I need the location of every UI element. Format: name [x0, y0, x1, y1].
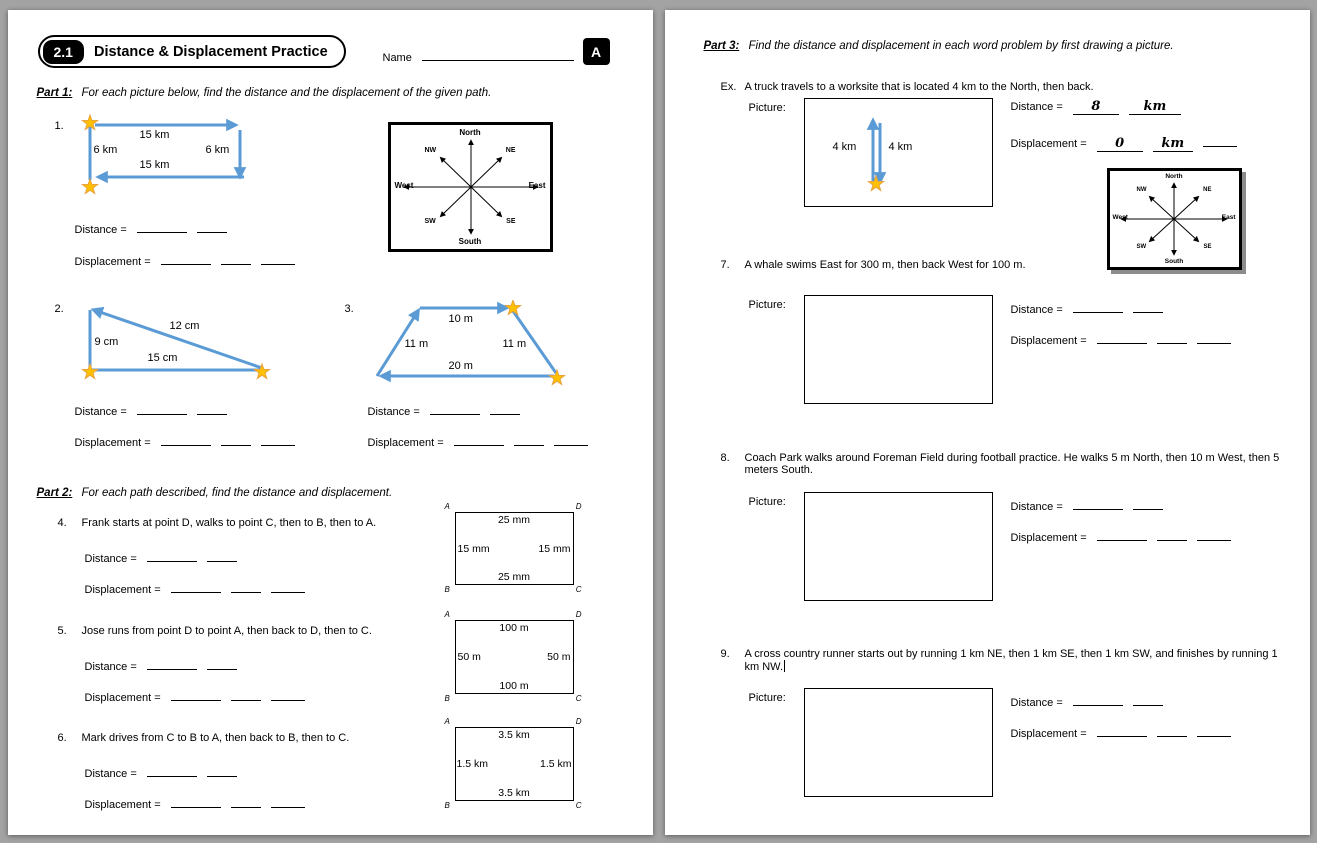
fig2-left-label: 9 cm: [94, 336, 119, 348]
answer-blank[interactable]: [1073, 100, 1119, 115]
problem-3-number: 3.: [344, 303, 354, 315]
answer-blank[interactable]: [1097, 722, 1147, 737]
version-letter-badge: A: [583, 38, 610, 65]
rectangle-diagram-6: [444, 717, 582, 810]
distance-label: Distance =: [1010, 501, 1063, 513]
compass-west-label: West: [394, 181, 414, 190]
fig3-left-label: 11 m: [404, 338, 429, 350]
answer-blank[interactable]: [147, 762, 197, 777]
problem-4: [58, 517, 448, 529]
compass-se-label: SE: [1203, 244, 1212, 250]
part3-label: Part 3:: [703, 40, 740, 52]
direction-blank[interactable]: [1197, 526, 1231, 541]
answer-blank[interactable]: [1097, 526, 1147, 541]
fig3-right-label: 11 m: [502, 338, 527, 350]
p2-distance-line: [75, 400, 227, 418]
compass-nw-label: NW: [1136, 187, 1147, 193]
direction-blank[interactable]: [271, 793, 305, 808]
problem-5-number: 5.: [57, 625, 67, 637]
displacement-label: Displacement =: [367, 437, 444, 449]
corner-label-c: C: [575, 694, 582, 703]
p5-displacement-line: [85, 686, 305, 704]
rect5-right-label: 50 m: [547, 651, 571, 663]
problem-6-text: Mark drives from C to B to A, then back to B, then to C.: [81, 732, 350, 744]
distance-label: Distance =: [84, 553, 137, 565]
unit-blank[interactable]: [221, 250, 251, 265]
unit-blank[interactable]: [197, 400, 227, 415]
ex-displacement-line: [1011, 132, 1237, 152]
handwritten-answer: 8: [1091, 99, 1101, 114]
distance-label: Distance =: [1010, 101, 1063, 113]
picture-label: Picture:: [748, 299, 786, 311]
corner-label-d: D: [575, 717, 582, 726]
example-picture-box[interactable]: [804, 98, 993, 207]
worksheet-title-text: Distance & Displacement Practice: [93, 43, 328, 60]
fig1-left-label: 6 km: [93, 144, 118, 156]
direction-blank[interactable]: [261, 250, 295, 265]
answer-blank[interactable]: [171, 578, 221, 593]
rect5-top-label: 100 m: [499, 622, 529, 634]
unit-blank[interactable]: [1129, 100, 1181, 115]
distance-label: Distance =: [74, 224, 127, 236]
p5-distance-line: [85, 655, 237, 673]
distance-label: Distance =: [84, 661, 137, 673]
part1-heading: [37, 87, 492, 99]
answer-blank[interactable]: [1073, 495, 1123, 510]
unit-blank[interactable]: [1133, 691, 1163, 706]
p7-displacement-line: [1011, 329, 1231, 347]
unit-blank[interactable]: [1157, 722, 1187, 737]
direction-blank[interactable]: [1197, 329, 1231, 344]
rect4-left-label: 15 mm: [457, 542, 490, 555]
compass-sw-label: SW: [424, 218, 436, 225]
displacement-label: Displacement =: [1010, 532, 1087, 544]
corner-label-b: B: [444, 694, 450, 703]
example-problem: [721, 81, 1281, 93]
p2-displacement-line: [75, 431, 295, 449]
displacement-label: Displacement =: [1010, 138, 1087, 150]
rectangle-diagram-5: [444, 610, 582, 703]
problem-5: [58, 625, 448, 637]
compass-star-icon: [1110, 171, 1239, 267]
problem-4-number: 4.: [57, 517, 67, 529]
part1-label: Part 1:: [36, 87, 73, 99]
figure-3: [373, 300, 573, 390]
rect6-left-label: 1.5 km: [456, 758, 489, 770]
fig2-bottom-label: 15 cm: [147, 352, 178, 364]
problem-9-text: A cross country runner starts out by running 1 km NE, then 1 km SE, then 1 km SW, and finishes by running 1 km NW.: [744, 648, 1278, 673]
p1-distance-line: [75, 218, 227, 236]
problem-7-text: A whale swims East for 300 m, then back West for 100 m.: [744, 259, 1026, 271]
rect6-right-label: 1.5 km: [539, 758, 572, 770]
answer-blank[interactable]: [1073, 691, 1123, 706]
compass-ne-label: NE: [1203, 187, 1212, 193]
handwritten-unit: km: [1143, 99, 1167, 114]
corner-label-c: C: [575, 585, 582, 594]
example-text: A truck travels to a worksite that is located 4 km to the North, then back.: [744, 81, 1094, 93]
unit-blank[interactable]: [207, 547, 237, 562]
picture-label: Picture:: [748, 496, 786, 508]
direction-blank[interactable]: [271, 578, 305, 593]
p8-picture-box[interactable]: [804, 492, 993, 601]
name-blank[interactable]: [422, 46, 574, 61]
distance-label: Distance =: [367, 406, 420, 418]
unit-blank[interactable]: [1133, 495, 1163, 510]
start-star-icon: [82, 364, 97, 378]
path-figure-1-drawing: [78, 110, 278, 205]
answer-blank[interactable]: [171, 793, 221, 808]
part3-heading: [704, 40, 1174, 52]
corner-label-b: B: [444, 801, 450, 810]
example-number: Ex.: [720, 81, 737, 93]
part3-instructions: Find the distance and displacement in each word problem by first drawing a picture.: [748, 40, 1174, 52]
compass-ne-label: NE: [505, 147, 516, 154]
distance-label: Distance =: [1010, 697, 1063, 709]
fig2-hypotenuse-label: 12 cm: [169, 320, 200, 332]
rectangle-diagram-4: [444, 502, 582, 594]
distance-label: Distance =: [84, 768, 137, 780]
name-line: [383, 46, 574, 64]
answer-blank[interactable]: [1073, 298, 1123, 313]
compass-east-label: East: [528, 181, 546, 190]
direction-blank[interactable]: [1197, 722, 1231, 737]
part1-instructions: For each picture below, find the distance and the displacement of the given path.: [81, 87, 492, 99]
direction-blank[interactable]: [1203, 132, 1237, 147]
corner-label-a: A: [444, 502, 450, 511]
unit-blank[interactable]: [207, 762, 237, 777]
displacement-label: Displacement =: [74, 437, 151, 449]
answer-blank[interactable]: [137, 400, 187, 415]
p6-displacement-line: [85, 793, 305, 811]
answer-blank[interactable]: [161, 250, 211, 265]
figure-1: [78, 110, 278, 205]
p7-picture-box[interactable]: [804, 295, 993, 404]
answer-blank[interactable]: [147, 547, 197, 562]
rect6-bottom-label: 3.5 km: [498, 787, 530, 799]
fig1-top-label: 15 km: [139, 129, 170, 141]
corner-label-d: D: [575, 610, 582, 619]
p7-distance-line: [1011, 298, 1163, 316]
displacement-label: Displacement =: [84, 584, 161, 596]
unit-blank[interactable]: [1133, 298, 1163, 313]
part2-instructions: For each path described, find the distance and displacement.: [81, 487, 393, 499]
unit-blank[interactable]: [1157, 329, 1187, 344]
section-number-badge: 2.1: [43, 40, 84, 64]
distance-label: Distance =: [1010, 304, 1063, 316]
compass-south-label: South: [1164, 258, 1184, 265]
displacement-label: Displacement =: [84, 692, 161, 704]
part2-heading: [37, 487, 393, 499]
figure-2: [78, 300, 278, 385]
p9-picture-box[interactable]: [804, 688, 993, 797]
unit-blank[interactable]: [231, 578, 261, 593]
compass-rose: [388, 122, 553, 252]
fig3-top-label: 10 m: [448, 313, 473, 325]
problem-2-number: 2.: [54, 303, 64, 315]
problem-8-number: 8.: [720, 452, 730, 464]
answer-blank[interactable]: [454, 431, 504, 446]
picture-label: Picture:: [748, 102, 786, 114]
p8-distance-line: [1011, 495, 1163, 513]
unit-blank[interactable]: [207, 655, 237, 670]
part2-label: Part 2:: [36, 487, 73, 499]
displacement-label: Displacement =: [1010, 728, 1087, 740]
compass-east-label: East: [1221, 214, 1236, 221]
direction-blank[interactable]: [271, 686, 305, 701]
corner-label-b: B: [444, 585, 450, 594]
unit-blank[interactable]: [231, 686, 261, 701]
direction-blank[interactable]: [554, 431, 588, 446]
text-cursor: [784, 660, 785, 672]
unit-blank[interactable]: [197, 218, 227, 233]
problem-8-text: Coach Park walks around Foreman Field during football practice. He walks 5 m North, then 10 m West, then 5 meters South.: [744, 452, 1280, 476]
answer-blank[interactable]: [1097, 329, 1147, 344]
rect4-right-label: 15 mm: [538, 542, 571, 555]
worksheet-page-1: [8, 10, 653, 835]
unit-blank[interactable]: [231, 793, 261, 808]
name-label: Name: [382, 52, 412, 64]
compass-north-label: North: [459, 128, 481, 137]
answer-blank[interactable]: [147, 655, 197, 670]
displacement-label: Displacement =: [84, 799, 161, 811]
compass-west-label: West: [1112, 214, 1128, 221]
handwritten-answer: 0: [1115, 136, 1125, 151]
rect5-bottom-label: 100 m: [499, 680, 529, 692]
p3-displacement-line: [368, 431, 588, 449]
p4-displacement-line: [85, 578, 305, 596]
problem-5-text: Jose runs from point D to point A, then back to D, then to C.: [81, 625, 372, 637]
compass-star-icon: [391, 125, 550, 249]
end-star-icon: [549, 370, 564, 384]
worksheet-page-2: [665, 10, 1310, 835]
problem-8: [721, 452, 1283, 476]
unit-blank[interactable]: [1153, 137, 1193, 152]
p6-distance-line: [85, 762, 237, 780]
compass-se-label: SE: [506, 218, 516, 225]
rect4-top-label: 25 mm: [497, 514, 531, 526]
end-star-icon: [82, 179, 97, 193]
fig1-bottom-label: 15 km: [139, 159, 170, 171]
compass-north-label: North: [1165, 173, 1183, 180]
fig3-bottom-label: 20 m: [448, 360, 473, 372]
handwritten-unit: km: [1161, 136, 1185, 151]
answer-blank[interactable]: [171, 686, 221, 701]
answer-blank[interactable]: [137, 218, 187, 233]
worksheet-title: [38, 35, 346, 68]
ex-distance-line: [1011, 100, 1181, 115]
unit-blank[interactable]: [221, 431, 251, 446]
problem-1-number: 1.: [54, 120, 64, 132]
displacement-label: Displacement =: [1010, 335, 1087, 347]
problem-7-number: 7.: [720, 259, 730, 271]
direction-blank[interactable]: [261, 431, 295, 446]
p3-distance-line: [368, 400, 520, 418]
p9-displacement-line: [1011, 722, 1231, 740]
problem-6: [58, 732, 448, 744]
compass-south-label: South: [458, 237, 482, 246]
corner-label-a: A: [444, 717, 450, 726]
fig1-right-label: 6 km: [205, 144, 230, 156]
rect4-bottom-label: 25 mm: [497, 571, 531, 583]
displacement-label: Displacement =: [74, 256, 151, 268]
unit-blank[interactable]: [490, 400, 520, 415]
rect6-top-label: 3.5 km: [498, 729, 530, 741]
compass-sw-label: SW: [1136, 244, 1147, 250]
example-arrow-left-label: 4 km: [832, 141, 857, 153]
p9-distance-line: [1011, 691, 1163, 709]
answer-blank[interactable]: [1097, 137, 1143, 152]
problem-7: [721, 259, 1281, 271]
p4-distance-line: [85, 547, 237, 565]
compass-nw-label: NW: [424, 147, 437, 154]
corner-label-d: D: [575, 502, 582, 511]
distance-label: Distance =: [74, 406, 127, 418]
p8-displacement-line: [1011, 526, 1231, 544]
picture-label: Picture:: [748, 692, 786, 704]
unit-blank[interactable]: [1157, 526, 1187, 541]
answer-blank[interactable]: [430, 400, 480, 415]
rect5-left-label: 50 m: [457, 651, 481, 663]
problem-6-number: 6.: [57, 732, 67, 744]
unit-blank[interactable]: [514, 431, 544, 446]
problem-4-text: Frank starts at point D, walks to point C, then to B, then to A.: [81, 517, 377, 529]
problem-9: [721, 648, 1283, 673]
p1-displacement-line: [75, 250, 295, 268]
corner-label-a: A: [444, 610, 450, 619]
answer-blank[interactable]: [161, 431, 211, 446]
corner-label-c: C: [575, 801, 582, 810]
compass-rose: [1107, 168, 1242, 270]
problem-9-number: 9.: [720, 648, 730, 660]
example-arrow-right-label: 4 km: [888, 141, 913, 153]
